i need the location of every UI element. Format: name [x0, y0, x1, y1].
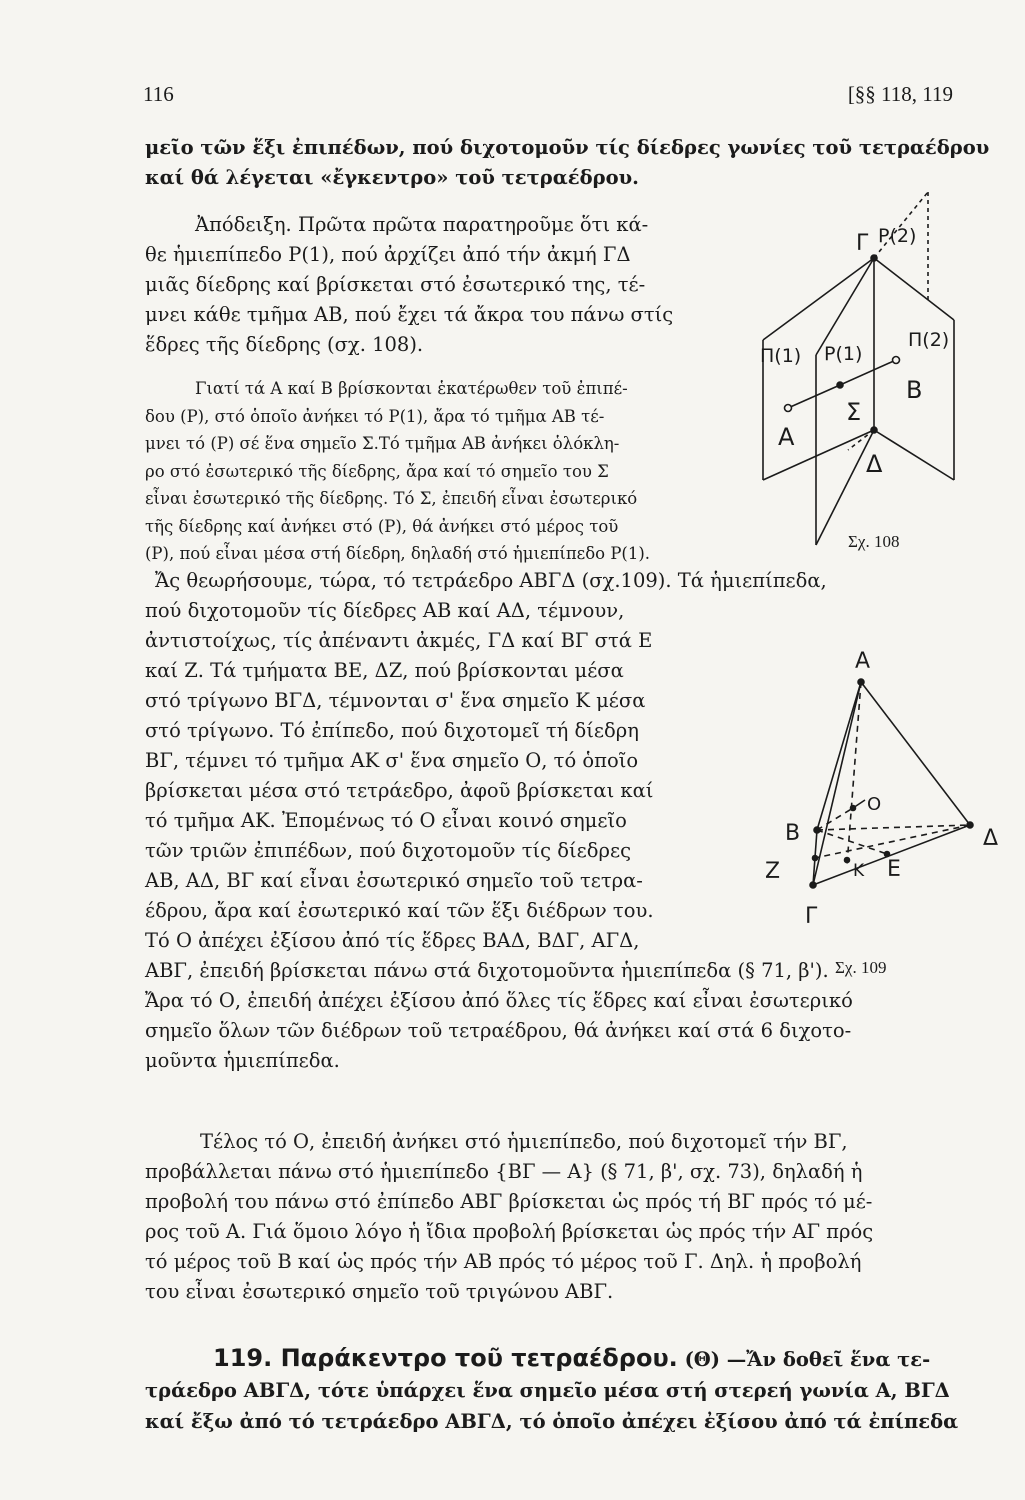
- text-line: (Ρ), πού εἶναι μέσα στή δίεδρη, δηλαδή στό ἡμιεπίπεδο Ρ(1).: [145, 544, 651, 563]
- text-line: βρίσκεται μέσα στό τετράεδρο, ἀφοῦ βρίσκεται καί: [145, 779, 654, 802]
- figure-109: [755, 640, 999, 940]
- section-heading: 119. Παράκεντρο τοῦ τετραέδρου.: [213, 1344, 678, 1372]
- fig109-label: Γ: [805, 904, 818, 929]
- fig109-label: Κ: [853, 861, 865, 881]
- fig108-label: Γ: [856, 231, 869, 256]
- figure-108-caption: Σχ. 108: [848, 532, 900, 551]
- text-line: προβάλλεται πάνω στό ἡμιεπίπεδο {ΒΓ — Α} (§ 71, β', σχ. 73), δηλαδή ἡ: [145, 1160, 863, 1183]
- text-line: Τέλος τό Ο, ἐπειδή ἀνήκει στό ἡμιεπίπεδο, πού διχοτομεῖ τήν ΒΓ,: [200, 1130, 848, 1153]
- text-line: καί θά λέγεται «ἔγκεντρο» τοῦ τετραέδρου.: [145, 166, 639, 189]
- text-line: ΑΒΓ, ἐπειδή βρίσκεται πάνω στά διχοτομοῦντα ἡμιεπίπεδα (§ 71, β').: [145, 959, 829, 982]
- fig108-label: Ρ(2): [878, 225, 917, 247]
- section-reference: [§§ 118, 119: [847, 82, 953, 106]
- text-line: του εἶναι ἐσωτερικό σημεῖο τοῦ τριγώνου ΑΒΓ.: [145, 1280, 614, 1303]
- fig109-label: Ο: [867, 794, 882, 815]
- text-line: δου (Ρ), στό ὁποῖο ἀνήκει τό Ρ(1), ἄρα τό τμῆμα ΑΒ τέ-: [145, 406, 605, 426]
- text-line: Γιατί τά Α καί Β βρίσκονται ἑκατέρωθεν τοῦ ἐπιπέ-: [195, 379, 628, 398]
- text-line: μνει τό (Ρ) σέ ἕνα σημεῖο Σ.Τό τμῆμα ΑΒ ἀνήκει ὁλόκλη-: [145, 434, 620, 453]
- text-line: μοῦντα ἡμιεπίπεδα.: [145, 1049, 340, 1072]
- fig108-label: Δ: [866, 450, 883, 478]
- proof-paragraph: [145, 210, 720, 360]
- text-line: ἀντιστοίχως, τίς ἀπέναντι ἀκμές, ΓΔ καί ΒΓ στά Ε: [145, 629, 653, 652]
- text-line: ΑΒ, ΑΔ, ΒΓ καί εἶναι ἐσωτερικό σημεῖο τοῦ τετρα-: [145, 869, 643, 892]
- text-line: εἶναι ἐσωτερικό τῆς δίεδρης. Τό Σ, ἐπειδή εἶναι ἐσωτερικό: [145, 489, 638, 508]
- text-line: Ἄρα τό Ο, ἐπειδή ἀπέχει ἐξίσου ἀπό ὅλες τίς ἕδρες καί εἶναι ἐσωτερικό: [145, 989, 853, 1012]
- text-line: τό μέρος τοῦ Β καί ὡς πρός τήν ΑΒ πρός τό μέρος τοῦ Γ. Δηλ. ἡ προβολή: [145, 1250, 862, 1273]
- fig109-label: Α: [855, 649, 871, 674]
- text-line: ρος τοῦ Α. Γιά ὅμοιο λόγο ἡ ἴδια προβολή βρίσκεται ὡς πρός τήν ΑΓ πρός: [145, 1220, 874, 1243]
- figure-108: [748, 180, 978, 540]
- text-line: πού διχοτομοῦν τίς δίεδρες ΑΒ καί ΑΔ, τέμνουν,: [145, 599, 625, 622]
- projection-paragraph: [145, 1127, 975, 1307]
- text-line: τράεδρο ΑΒΓΔ, τότε ὑπάρχει ἕνα σημεῖο μέσα στή στερεή γωνία Α, ΒΓΔ: [145, 1379, 950, 1402]
- text-line: μεῖο τῶν ἕξι ἐπιπέδων, πού διχοτομοῦν τίς δίεδρες γωνίες τοῦ τετραέδρου: [145, 136, 990, 159]
- text-line: σημεῖο ὅλων τῶν διέδρων τοῦ τετραέδρου, θά ἀνήκει καί στά 6 διχοτο-: [145, 1019, 852, 1042]
- text-line: Τό Ο ἀπέχει ἐξίσου ἀπό τίς ἕδρες ΒΑΔ, ΒΔΓ, ΑΓΔ,: [145, 929, 640, 952]
- text-line: στό τρίγωνο ΒΓΔ, τέμνονται σ' ἕνα σημεῖο Κ μέσα: [145, 689, 646, 712]
- fig108-label: Σ: [846, 398, 862, 426]
- fig108-label: Α: [778, 423, 795, 451]
- fig109-label: Δ: [983, 826, 999, 851]
- text-line: [145, 1343, 975, 1375]
- text-line: τῶν τριῶν ἐπιπέδων, πού διχοτομοῦν τίς δίεδρες: [145, 839, 631, 862]
- text-line: καί ἔξω ἀπό τό τετράεδρο ΑΒΓΔ, τό ὁποῖο ἀπέχει ἐξίσου ἀπό τά ἐπίπεδα: [145, 1410, 959, 1433]
- text-line: προβολή του πάνω στό ἐπίπεδο ΑΒΓ βρίσκεται ὡς πρός τή ΒΓ πρός τό μέ-: [145, 1190, 873, 1213]
- fig109-label: Ζ: [765, 859, 781, 884]
- text-line: καί Ζ. Τά τμήματα ΒΕ, ΔΖ, πού βρίσκονται μέσα: [145, 659, 624, 682]
- fig108-label: Π(1): [760, 345, 802, 367]
- text-line: Ἄς θεωρήσουμε, τώρα, τό τετράεδρο ΑΒΓΔ (σχ.109). Τά ἡμιεπίπεδα,: [155, 569, 827, 592]
- fig109-label: Β: [785, 821, 801, 846]
- page-number: 116: [143, 82, 174, 106]
- text-line: ΒΓ, τέμνει τό τμῆμα ΑΚ σ' ἕνα σημεῖο Ο, τό ὁποῖο: [145, 749, 639, 772]
- section-119: [145, 1343, 975, 1437]
- fig108-label: Β: [906, 376, 923, 404]
- text-line: τό τμῆμα ΑΚ. Ἐπομένως τό Ο εἶναι κοινό σημεῖο: [145, 809, 627, 832]
- text-line: ρο στό ἐσωτερικό τῆς δίεδρης, ἄρα καί τό σημεῖο του Σ: [145, 461, 609, 481]
- fig108-label: Π(2): [908, 329, 950, 351]
- note-paragraph: [145, 375, 725, 568]
- text-line: μιᾶς δίεδρης καί βρίσκεται στό ἐσωτερικό της, τέ-: [145, 273, 646, 296]
- fig109-label: Ε: [887, 857, 901, 882]
- text-line: μνει κάθε τμῆμα ΑΒ, πού ἔχει τά ἄκρα του πάνω στίς: [145, 303, 674, 326]
- fig108-label: Ρ(1): [824, 343, 863, 365]
- text-line: ἕδρες τῆς δίεδρης (σχ. 108).: [145, 333, 424, 356]
- figure-109-caption: Σχ. 109: [835, 958, 887, 977]
- text-line: τῆς δίεδρης καί ἀνήκει στό (Ρ), θά ἀνήκει στό μέρος τοῦ: [145, 516, 619, 536]
- text-line: Ἀπόδειξη. Πρῶτα πρῶτα παρατηροῦμε ὅτι κά-: [195, 213, 649, 236]
- text-line: στό τρίγωνο. Τό ἐπίπεδο, πού διχοτομεῖ τή δίεδρη: [145, 719, 639, 742]
- text-line: θε ἡμιεπίπεδο Ρ(1), πού ἀρχίζει ἀπό τήν ἀκμή ΓΔ: [145, 243, 631, 266]
- text-line: έδρου, ἄρα καί ἐσωτερικό καί τῶν ἕξι διέδρων του.: [145, 899, 654, 922]
- theorem-start: (Θ) —Ἄν δοθεῖ ἕνα τε-: [684, 1348, 931, 1371]
